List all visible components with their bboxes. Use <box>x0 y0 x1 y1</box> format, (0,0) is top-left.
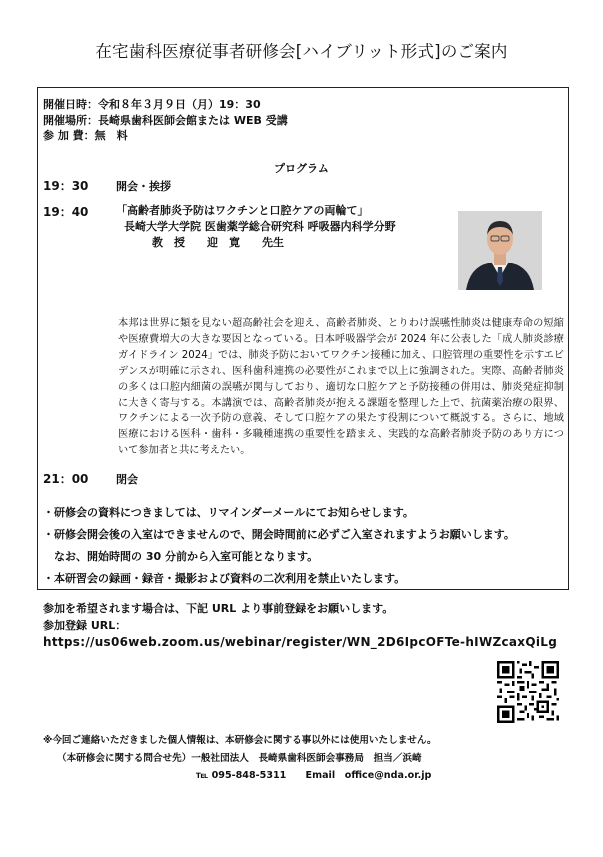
contact-info: （本研修会に関する問合せ先）一般社団法人 長崎県歯科医師会事務局 担当／浜崎 <box>57 752 422 764</box>
speaker-photo <box>458 211 542 290</box>
footer <box>43 732 437 785</box>
qr-code-icon[interactable] <box>497 661 559 723</box>
privacy-note: ※今回ご連絡いただきました個人情報は、本研修会に関する事以外には使用いたしません。 <box>43 735 437 746</box>
page-title: 在宅歯科医療従事者研修会[ハイブリット形式]のご案内 <box>95 42 508 61</box>
event-fee: 参 加 費：無 料 <box>43 129 128 142</box>
note-item: ・研修会開会後の入室はできませんので、開会時間前に必ずご入室されますようお願いします。 <box>43 528 515 541</box>
schedule-label-opening: 開会・挨拶 <box>116 180 171 193</box>
schedule-time-opening: 19：30 <box>43 179 89 193</box>
note-item: ・本研習会の録画・録音・撮影および資料の二次利用を禁止いたします。 <box>43 572 406 585</box>
lecture-abstract: 本邦は世界に類を見ない超高齢社会を迎え、高齢者肺炎、とりわけ誤嚥性肺炎は健康寿命の短縮や医療費増大の大きな要因となっている。日本呼吸器学会が 2024 年に公表した「成人肺炎診療ガイドライン 2024」では、肺炎予防においてワクチン接種に加え、口腔管理の重要性を示すエビデンスが明確に示され、医科歯科連携の必要性がこれまで以上に強調された。実際、高齢者肺炎の多くは口腔内細菌の誤嚥が関与しており、適切な口腔ケアと予防接種の併用は、肺炎発症抑制に大きく寄与する。本講演では、高齢者肺炎が抱える課題を整理した上で、抗菌薬治療の限界、ワクチンによる一次予防の意義、そして口腔ケアの果たす役割について概説する。さらに、地域医療における医科・歯科・多職種連携の重要性を踏まえ、実践的な高齢者肺炎予防のあり方について参加者と共に考えたい。 <box>118 318 564 457</box>
schedule-label-closing: 閉会 <box>116 473 138 486</box>
phone-email: ℡ 095-848-5311 Email office@nda.or.jp <box>196 770 432 781</box>
program-heading: プログラム <box>274 162 329 175</box>
lecture-title: 「高齢者肺炎予防はワクチンと口腔ケアの両輪て」 <box>116 204 369 217</box>
speaker-affiliation: 長崎大学大学院 医歯薬学総合研究科 呼吸器内科学分野 <box>124 220 396 233</box>
speaker-name: 教 授 迎 寛 先生 <box>152 236 284 249</box>
schedule-time-closing: 21：00 <box>43 472 89 486</box>
event-info <box>43 97 288 144</box>
lecture-block <box>116 203 396 251</box>
schedule-time-lecture: 19：40 <box>43 205 89 219</box>
event-datetime: 開催日時：令和８年３月９日（月）19：30 <box>43 98 261 111</box>
registration-url-link[interactable]: https://us06web.zoom.us/webinar/register/WN_2D6IpcOFTe-hIWZcaxQiLg <box>43 635 558 649</box>
note-item: ・研修会の資料につきましては、リマインダーメールにてお知らせします。 <box>43 506 414 519</box>
registration-instructions: 参加を希望されます場合は、下記 URL より事前登録をお願いします。 <box>43 602 394 615</box>
registration-section <box>43 600 557 651</box>
notes-list <box>43 502 515 590</box>
speaker-portrait-icon <box>458 211 542 290</box>
event-venue: 開催場所：長崎県歯科医師会館または WEB 受講 <box>43 113 288 127</box>
note-item: なお、開始時間の 30 分前から入室可能となります。 <box>43 550 319 563</box>
registration-url-label: 参加登録 URL： <box>43 619 127 632</box>
